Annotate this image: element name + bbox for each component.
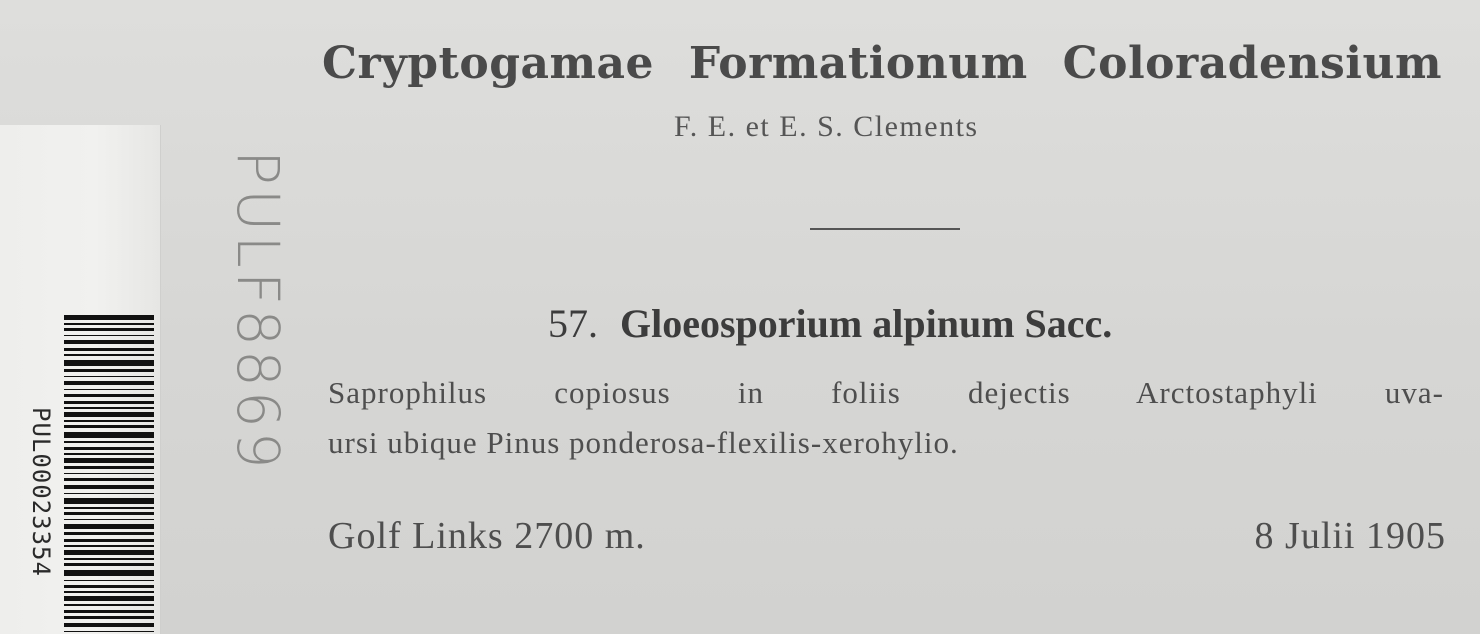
barcode-bar: [64, 498, 154, 504]
barcode-bar: [64, 412, 154, 417]
barcode-bar: [64, 453, 154, 455]
barcode-bar: [64, 425, 154, 428]
barcode-bar: [64, 616, 154, 619]
barcode: [64, 315, 154, 634]
barcode-bar: [64, 315, 154, 320]
barcode-bar: [64, 507, 154, 509]
barcode-bar: [64, 340, 154, 345]
barcode-bar: [64, 524, 154, 529]
barcode-bar: [64, 407, 154, 409]
barcode-bar: [64, 323, 154, 325]
barcode-bar: [64, 328, 154, 331]
title-word-2: Formationum: [688, 38, 1028, 89]
barcode-bar: [64, 623, 154, 628]
barcode-bar: [64, 335, 154, 337]
barcode-bar: [64, 604, 154, 606]
locality: Golf Links 2700 m.: [328, 515, 646, 557]
species-number: 57.: [548, 301, 598, 346]
title-word-3: Coloradensium: [1062, 38, 1442, 89]
barcode-bar: [64, 420, 154, 422]
species-author: Sacc.: [1024, 301, 1113, 346]
barcode-bar: [64, 389, 154, 391]
barcode-bar: [64, 381, 154, 386]
barcode-bar: [64, 585, 154, 588]
barcode-bar: [64, 493, 154, 495]
barcode-bar: [64, 550, 154, 555]
barcode-bar: [64, 591, 154, 593]
barcode-bar: [64, 512, 154, 515]
barcode-bar: [64, 580, 154, 582]
barcode-bar: [64, 348, 154, 351]
barcode-bar: [64, 473, 154, 475]
title-word-1: Cryptogamae: [322, 38, 655, 89]
barcode-bar: [64, 447, 154, 450]
barcode-bar: [64, 563, 154, 566]
barcode-bar: [64, 519, 154, 521]
habitat-description: [328, 368, 1444, 468]
barcode-bar: [64, 631, 154, 633]
habitat-line-1: Saprophilus copiosus in foliis dejectis Arctostaphyli uva-: [328, 375, 1444, 410]
barcode-bar: [64, 478, 154, 481]
barcode-bar: [64, 394, 154, 397]
collection-date: 8 Julii 1905: [1254, 515, 1446, 557]
species-heading: [548, 300, 1112, 347]
barcode-bar: [64, 539, 154, 542]
barcode-number: PUL00023354: [27, 407, 55, 577]
barcode-bar: [64, 376, 154, 378]
barcode-bar: [64, 610, 154, 613]
handwritten-accession-number: PULF8869: [224, 150, 292, 473]
barcode-bar: [64, 432, 154, 438]
barcode-bar: [64, 360, 154, 366]
barcode-bar: [64, 441, 154, 443]
barcode-bar: [64, 458, 154, 463]
barcode-bar: [64, 401, 154, 404]
species-name: Gloeosporium alpinum: [620, 301, 1015, 346]
habitat-line-2: ursi ubique Pinus ponderosa-flexilis-xerohylio.: [328, 425, 959, 460]
divider-rule: [810, 228, 960, 230]
collection-title: [322, 38, 1442, 89]
barcode-bar: [64, 558, 154, 560]
barcode-bar: [64, 545, 154, 547]
barcode-bar: [64, 532, 154, 535]
collectors: F. E. et E. S. Clements: [674, 110, 979, 143]
barcode-bar: [64, 596, 154, 601]
barcode-bar: [64, 369, 154, 372]
barcode-strip: [0, 125, 161, 634]
barcode-bar: [64, 485, 154, 490]
barcode-bar: [64, 354, 154, 356]
barcode-bar: [64, 570, 154, 576]
barcode-bar: [64, 466, 154, 469]
